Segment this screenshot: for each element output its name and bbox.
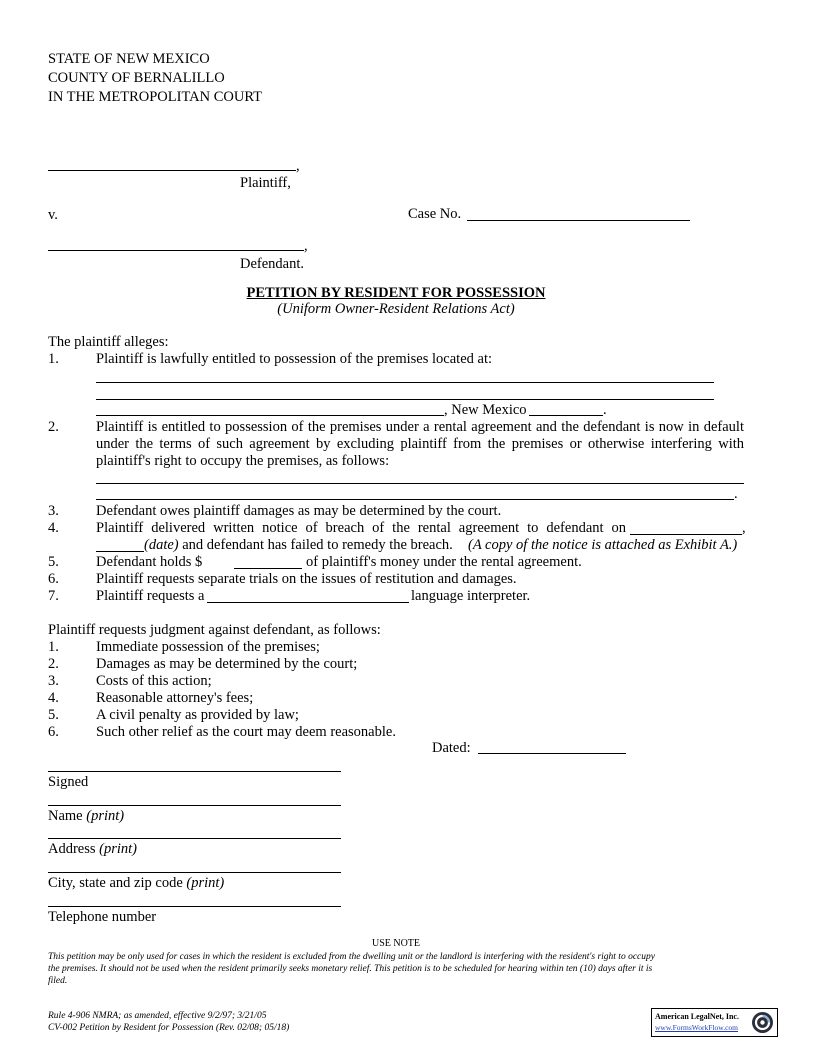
use-note-title: USE NOTE — [371, 938, 421, 949]
allegation-7-number: 7. — [48, 588, 59, 604]
court-state: STATE OF NEW MEXICO — [48, 51, 210, 67]
address-field[interactable] — [48, 838, 341, 839]
allegation-2-number: 2. — [48, 419, 59, 435]
judgment-4-number: 4. — [48, 690, 59, 706]
notice-date-year-field[interactable] — [96, 551, 144, 552]
judgment-3-text: Costs of this action; — [96, 673, 212, 689]
city-label: City, state and zip code — [48, 875, 183, 891]
defendant-comma: , — [304, 238, 308, 254]
judgment-6-number: 6. — [48, 724, 59, 740]
allegations-intro: The plaintiff alleges: — [48, 334, 169, 350]
logo-url-link[interactable]: www.FormsWorkFlow.com — [655, 1023, 739, 1032]
judgment-5-number: 5. — [48, 707, 59, 723]
telephone-field[interactable] — [48, 906, 341, 907]
versus-label: v. — [48, 207, 58, 223]
new-mexico-label: , New Mexico — [444, 402, 527, 418]
footer-form-number: CV-002 Petition by Resident for Possession (Rev. 02/08; 05/18) — [48, 1023, 290, 1033]
premises-address-line-1[interactable] — [96, 382, 714, 383]
money-held-field[interactable] — [234, 568, 302, 569]
allegation-1-text: Plaintiff is lawfully entitled to possession of the premises located at: — [96, 351, 492, 367]
allegation-2-line-3: plaintiff's right to occupy the premises, as follows: — [96, 453, 390, 469]
interpreter-language-field[interactable] — [207, 602, 409, 603]
name-print-label: (print) — [86, 808, 125, 824]
use-note-line-2: the premises. It should not be used when the resident primarily seeks monetary relief. This petition is to be scheduled for hearing within ten (10) days after it is — [48, 964, 653, 974]
judgment-4-text: Reasonable attorney's fees; — [96, 690, 254, 706]
american-legalnet-logo[interactable] — [651, 1008, 778, 1037]
telephone-label: Telephone number — [48, 909, 157, 925]
date-label: (date) — [144, 537, 179, 553]
judgment-1-number: 1. — [48, 639, 59, 655]
signed-label: Signed — [48, 774, 89, 790]
premises-address-line-2[interactable] — [96, 399, 714, 400]
notice-date-field[interactable] — [630, 534, 742, 535]
allegation-2-line-1: Plaintiff is entitled to possession of the premises under a rental agreement and the defendant is now in default — [96, 419, 744, 435]
judgment-2-number: 2. — [48, 656, 59, 672]
court-county: COUNTY OF BERNALILLO — [48, 70, 225, 86]
allegation-1-number: 1. — [48, 351, 59, 367]
allegation-7-text-a: Plaintiff requests a — [96, 588, 205, 604]
premises-city-field[interactable] — [96, 415, 444, 416]
allegation-6-number: 6. — [48, 571, 59, 587]
use-note-line-1: This petition may be only used for cases in which the resident is excluded from the dwelling unit or the landlord is interfering with the resident's right to occupy — [48, 952, 655, 962]
allegation-4-comma: , — [742, 520, 746, 536]
allegation-2-period: . — [734, 486, 738, 502]
footer-rule: Rule 4-906 NMRA; as amended, effective 9/2/97; 3/21/05 — [48, 1011, 267, 1021]
defendant-name-field[interactable] — [48, 250, 304, 251]
allegation-5-number: 5. — [48, 554, 59, 570]
address-print-label: (print) — [99, 841, 138, 857]
judgment-intro: Plaintiff requests judgment against defendant, as follows: — [48, 622, 381, 638]
allegation-4-number: 4. — [48, 520, 59, 536]
judgment-6-text: Such other relief as the court may deem reasonable. — [96, 724, 396, 740]
name-field[interactable] — [48, 805, 341, 806]
plaintiff-name-field[interactable] — [48, 170, 296, 171]
allegation-4-line-1: Plaintiff delivered written notice of breach of the rental agreement to defendant on — [96, 520, 626, 536]
city-state-zip-field[interactable] — [48, 872, 341, 873]
dated-field[interactable] — [478, 753, 626, 754]
dated-label: Dated: — [432, 740, 471, 756]
plaintiff-comma: , — [296, 158, 300, 174]
exhibit-note: (A copy of the notice is attached as Exhibit A.) — [468, 537, 738, 553]
use-note-line-3: filed. — [48, 976, 68, 986]
allegation-6-text: Plaintiff requests separate trials on the issues of restitution and damages. — [96, 571, 517, 587]
defendant-label: Defendant. — [240, 256, 305, 272]
signature-field[interactable] — [48, 771, 341, 772]
swirl-logo-icon — [751, 1011, 774, 1034]
allegation-3-number: 3. — [48, 503, 59, 519]
allegation-7-text-b: language interpreter. — [411, 588, 531, 604]
judgment-2-text: Damages as may be determined by the court; — [96, 656, 358, 672]
city-print-label: (print) — [186, 875, 225, 891]
case-no-label: Case No. — [408, 206, 462, 222]
judgment-1-text: Immediate possession of the premises; — [96, 639, 320, 655]
interference-line-1[interactable] — [96, 483, 744, 484]
premises-zip-field[interactable] — [529, 415, 603, 416]
judgment-5-text: A civil penalty as provided by law; — [96, 707, 299, 723]
document-title: PETITION BY RESIDENT FOR POSSESSION — [246, 285, 546, 301]
document-subtitle: (Uniform Owner-Resident Relations Act) — [277, 301, 515, 317]
allegation-1-period: . — [603, 402, 607, 418]
name-label: Name — [48, 808, 83, 824]
allegation-4-line-2: and defendant has failed to remedy the breach. — [178, 537, 453, 553]
allegation-5-text-a: Defendant holds $ — [96, 554, 203, 570]
plaintiff-label: Plaintiff, — [240, 175, 291, 191]
address-label: Address — [48, 841, 96, 857]
allegation-2-line-2: under the terms of such agreement by excluding plaintiff from the premises or otherwise interfering with — [96, 436, 744, 452]
case-no-field[interactable] — [467, 220, 690, 221]
judgment-3-number: 3. — [48, 673, 59, 689]
allegation-3-text: Defendant owes plaintiff damages as may be determined by the court. — [96, 503, 502, 519]
logo-company-name: American LegalNet, Inc. — [655, 1012, 739, 1021]
court-name: IN THE METROPOLITAN COURT — [48, 89, 262, 105]
allegation-5-text-b: of plaintiff's money under the rental agreement. — [306, 554, 582, 570]
interference-line-2[interactable] — [96, 499, 734, 500]
